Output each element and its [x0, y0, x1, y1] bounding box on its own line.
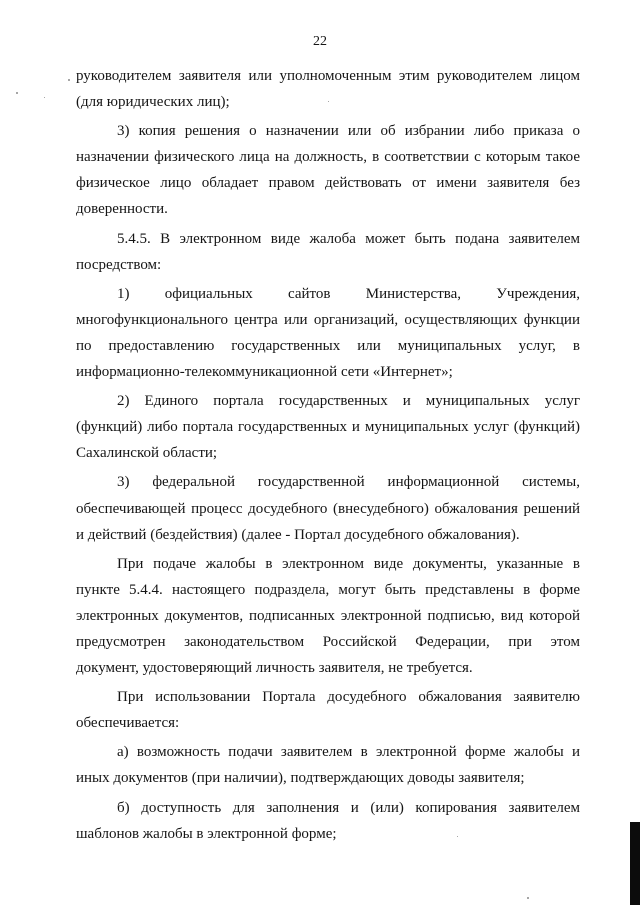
paragraph-continuation	[76, 63, 580, 115]
paragraph-item-a	[76, 739, 580, 791]
text-line: предусмотрен законодательством Российской Федерации, при этом	[76, 633, 580, 650]
page-number: 22	[313, 34, 327, 49]
text-line: При подаче жалобы в электронном виде документы, указанные в	[117, 555, 580, 572]
scan-speck	[44, 97, 45, 98]
text-line: б) доступность для заполнения и (или) копирования заявителем	[117, 799, 580, 816]
document-body	[76, 63, 580, 847]
text-line: 2) Единого портала государственных и муниципальных услуг	[117, 393, 580, 410]
text-line: физическое лицо обладает правом действовать от имени заявителя без	[76, 175, 580, 192]
text-line: 1) официальных сайтов Министерства, Учреждения,	[117, 285, 580, 302]
scan-speck	[16, 92, 18, 94]
text-line: обеспечивается:	[76, 715, 180, 732]
paragraph-5-4-5	[76, 226, 580, 278]
text-line: 3) копия решения о назначении или об избрании либо приказа о	[117, 123, 580, 140]
text-line: по предоставлению государственных или муниципальных услуг, в	[76, 337, 580, 354]
text-line: (функций) либо портала государственных и муниципальных услуг (функций)	[76, 419, 580, 436]
text-line: документ, удостоверяющий личность заявителя, не требуется.	[76, 660, 473, 677]
text-line: и действий (бездействия) (далее - Портал досудебного обжалования).	[76, 526, 520, 543]
text-line: пункте 5.4.4. настоящего подраздела, могут быть представлены в форме	[76, 581, 580, 598]
text-line: руководителем заявителя или уполномоченным этим руководителем лицом	[76, 68, 580, 84]
text-line: 3) федеральной государственной информационной системы,	[117, 474, 580, 491]
text-line: обеспечивающей процесс досудебного (внесудебного) обжалования решений	[76, 500, 580, 517]
paragraph-item-b	[76, 795, 580, 847]
text-line: назначении физического лица на должность, в соответствии с которым такое	[76, 149, 580, 166]
text-line: информационно-телекоммуникационной сети «Интернет»;	[76, 364, 453, 381]
scan-edge-mark	[630, 822, 640, 905]
paragraph-electronic-documents	[76, 551, 580, 681]
text-line: посредством:	[76, 256, 162, 273]
text-line: Сахалинской области;	[76, 445, 218, 462]
scan-speck	[457, 836, 458, 837]
scan-speck	[68, 79, 70, 81]
paragraph-item-2-unified-portal	[76, 388, 580, 466]
scan-speck	[527, 897, 529, 899]
scan-speck	[328, 101, 329, 102]
text-line: 5.4.5. В электронном виде жалоба может быть подана заявителем	[117, 230, 580, 247]
text-line: (для юридических лиц);	[76, 94, 230, 111]
paragraph-item-3-copy-decision	[76, 118, 580, 222]
paragraph-item-3-federal-system	[76, 469, 580, 547]
text-line: доверенности.	[76, 201, 168, 218]
text-line: электронных документов, подписанных электронной подписью, вид которой	[76, 607, 580, 624]
text-line: многофункционального центра или организаций, осуществляющих функции	[76, 311, 580, 328]
text-line: шаблонов жалобы в электронной форме;	[76, 825, 337, 842]
paragraph-portal-usage	[76, 684, 580, 736]
text-line: иных документов (при наличии), подтверждающих доводы заявителя;	[76, 770, 525, 787]
paragraph-item-1-websites	[76, 281, 580, 385]
text-line: а) возможность подачи заявителем в электронной форме жалобы и	[117, 744, 580, 761]
text-line: При использовании Портала досудебного обжалования заявителю	[117, 689, 580, 706]
